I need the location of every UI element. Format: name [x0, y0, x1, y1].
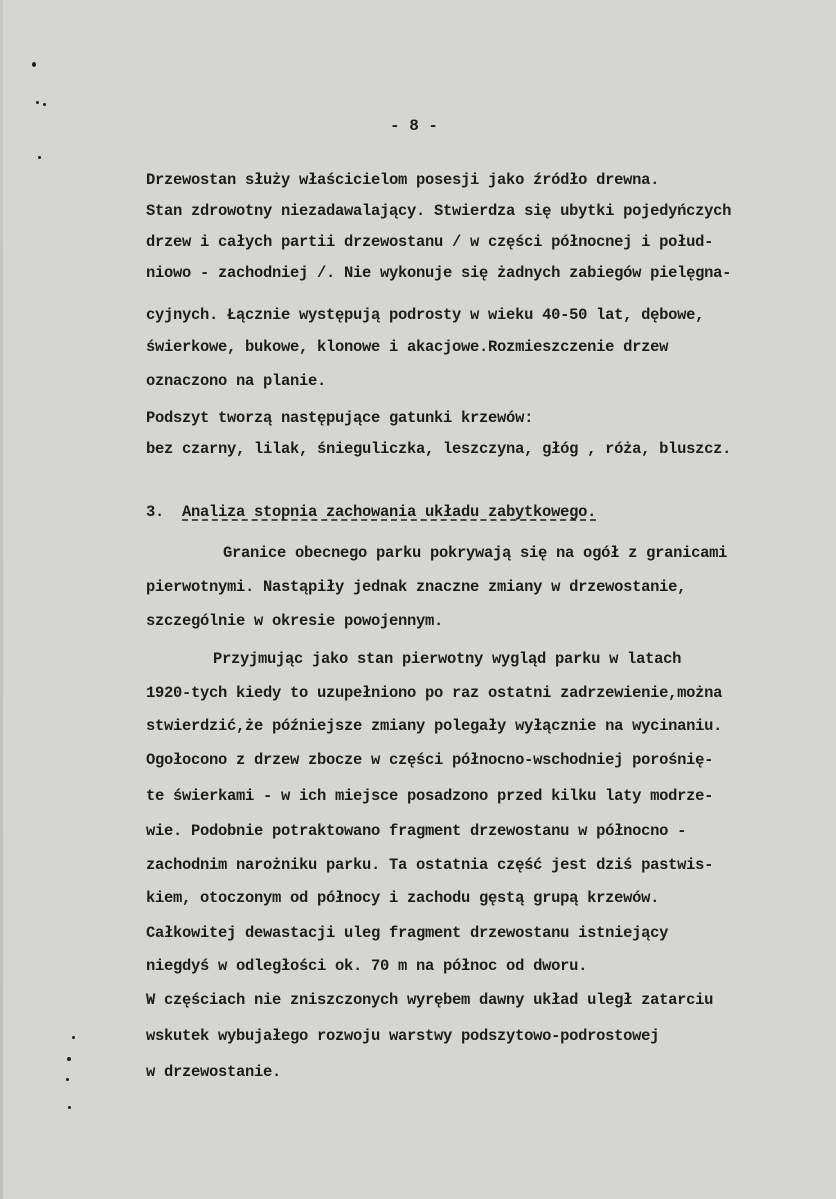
text-line: bez czarny, lilak, śnieguliczka, leszczyna, głóg , róża, bluszcz. [146, 440, 732, 458]
text-line: 1920-tych kiedy to uzupełniono po raz ostatni zadrzewienie,można [146, 684, 723, 702]
text-line: oznaczono na planie. [146, 372, 327, 390]
text-line: niegdyś w odległości ok. 70 m na północ od dworu. [146, 957, 588, 975]
text-line: Całkowitej dewastacji uleg fragment drzewostanu istniejący [146, 924, 669, 942]
text-line: W częściach nie zniszczonych wyrębem dawny układ uległ zatarciu [146, 991, 714, 1009]
text-line: Podszyt tworzą następujące gatunki krzewów: [146, 409, 534, 427]
text-line: zachodnim narożniku parku. Ta ostatnia część jest dziś pastwis- [146, 856, 714, 874]
margin-speck [32, 62, 36, 67]
margin-speck [67, 1057, 71, 1061]
text-line: drzew i całych partii drzewostanu / w części północnej i połud- [146, 233, 714, 251]
text-line: szczególnie w okresie powojennym. [146, 612, 444, 630]
margin-speck [38, 156, 41, 159]
section-number: 3. [146, 503, 165, 521]
text-line: Drzewostan służy właścicielom posesji jako źródło drewna. [146, 171, 660, 189]
text-line: pierwotnymi. Nastąpiły jednak znaczne zmiany w drzewostanie, [146, 578, 687, 596]
text-line: cyjnych. Łącznie występują podrosty w wieku 40-50 lat, dębowe, [146, 306, 705, 324]
text-line: kiem, otoczonym od północy i zachodu gęstą grupą krzewów. [146, 889, 660, 907]
margin-speck [43, 103, 46, 106]
section-title: Analiza stopnia zachowania układu zabytkowego. [182, 503, 597, 521]
margin-speck [72, 1036, 75, 1039]
text-line: Stan zdrowotny niezadawalający. Stwierdza się ubytki pojedyńczych [146, 202, 732, 220]
margin-speck [36, 101, 39, 104]
page-number: - 8 - [390, 117, 439, 135]
margin-speck [68, 1106, 71, 1109]
text-line: w drzewostanie. [146, 1063, 282, 1081]
text-line: niowo - zachodniej /. Nie wykonuje się żadnych zabiegów pielęgna- [146, 264, 732, 282]
text-line: stwierdzić,że późniejsze zmiany polegały wyłącznie na wycinaniu. [146, 717, 723, 735]
margin-speck [66, 1078, 69, 1081]
paper-edge [0, 0, 3, 1199]
text-line: Ogołocono z drzew zbocze w części północno-wschodniej porośnię- [146, 751, 714, 769]
text-line: Przyjmując jako stan pierwotny wygląd parku w latach [213, 650, 682, 668]
text-line: świerkowe, bukowe, klonowe i akacjowe.Rozmieszczenie drzew [146, 338, 669, 356]
text-line: Granice obecnego parku pokrywają się na ogół z granicami [223, 544, 728, 562]
text-line: te świerkami - w ich miejsce posadzono przed kilku laty modrze- [146, 787, 714, 805]
text-line: wskutek wybujałego rozwoju warstwy podszytowo-podrostowej [146, 1027, 660, 1045]
text-line: wie. Podobnie potraktowano fragment drzewostanu w północno - [146, 822, 687, 840]
